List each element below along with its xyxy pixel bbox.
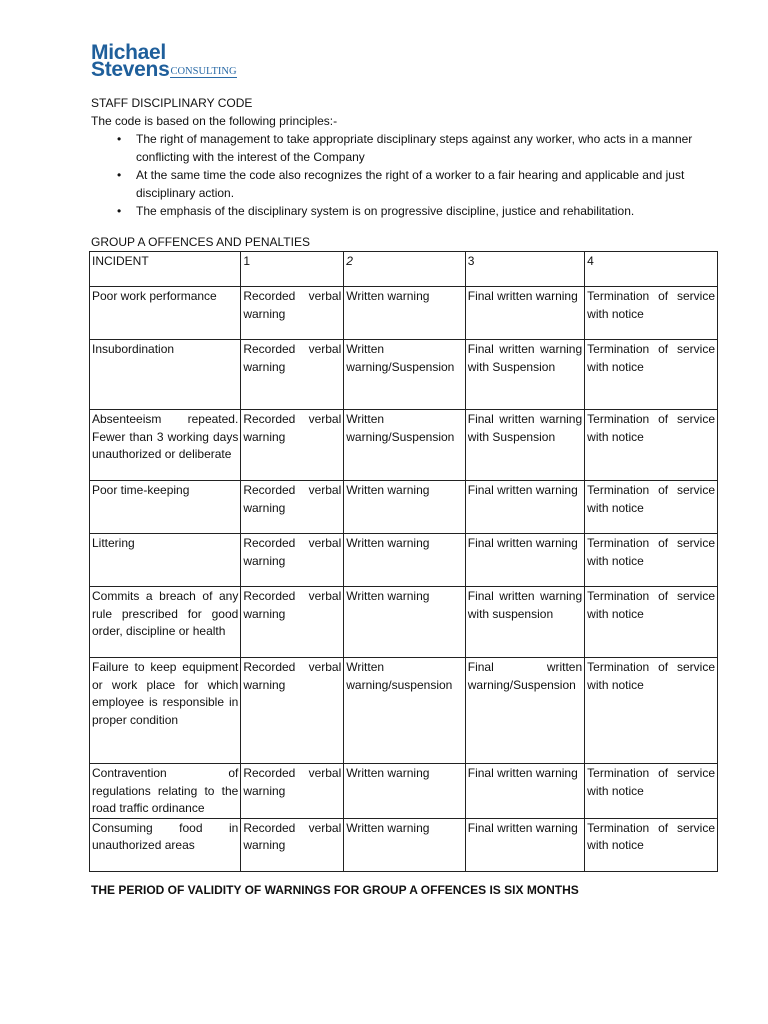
table-cell: Absenteeism repeated. Fewer than 3 working days unauthorized or deliberate: [90, 410, 241, 481]
logo-line-michael: Michael: [91, 41, 166, 64]
group-heading: GROUP A OFFENCES AND PENALTIES: [91, 235, 310, 249]
logo-line-stevens: Stevens: [91, 58, 170, 81]
table-cell: Termination of service with notice: [585, 340, 718, 410]
table-cell: Written warning: [344, 287, 465, 340]
table-cell: Insubordination: [90, 340, 241, 410]
table-cell: Recorded verbal warning: [241, 587, 344, 658]
principle-item: [91, 130, 716, 166]
table-row: [90, 534, 718, 587]
table-cell: Contravention of regulations relating to the road traffic ordinance: [90, 764, 241, 819]
header-cell: 2: [344, 252, 465, 287]
company-logo: [91, 41, 237, 81]
table-cell: Recorded verbal warning: [241, 818, 344, 871]
principle-item: [91, 166, 716, 202]
table-cell: Written warning/suspension: [344, 658, 465, 764]
bullet-icon: •: [117, 132, 122, 146]
document-title: STAFF DISCIPLINARY CODE: [91, 96, 253, 110]
bullet-icon: •: [117, 168, 122, 182]
table-cell: Consuming food in unauthorized areas: [90, 818, 241, 871]
table-cell: Termination of service with notice: [585, 764, 718, 819]
table-cell: Recorded verbal warning: [241, 340, 344, 410]
header-cell: INCIDENT: [90, 252, 241, 287]
table-cell: Written warning/Suspension: [344, 340, 465, 410]
table-header-row: [90, 252, 718, 287]
table-row: [90, 587, 718, 658]
table-cell: Final written warning: [465, 764, 584, 819]
table-cell: Poor work performance: [90, 287, 241, 340]
table-row: [90, 340, 718, 410]
table-cell: Termination of service with notice: [585, 658, 718, 764]
table-cell: Commits a breach of any rule prescribed for good order, discipline or health: [90, 587, 241, 658]
table-cell: Final written warning with Suspension: [465, 340, 584, 410]
table-cell: Final written warning with suspension: [465, 587, 584, 658]
principle-text: The right of management to take appropriate disciplinary steps against any worker, who acts in a manner conflicting with the interest of the Company: [136, 132, 693, 164]
validity-note: THE PERIOD OF VALIDITY OF WARNINGS FOR GROUP A OFFENCES IS SIX MONTHS: [91, 883, 579, 897]
table-cell: Final written warning/Suspension: [465, 658, 584, 764]
table-cell: Recorded verbal warning: [241, 658, 344, 764]
principle-text: At the same time the code also recognizes the right of a worker to a fair hearing and applicable and just disciplinary action.: [136, 168, 685, 200]
table-cell: Final written warning with Suspension: [465, 410, 584, 481]
table-cell: Written warning: [344, 764, 465, 819]
table-cell: Recorded verbal warning: [241, 764, 344, 819]
table-cell: Final written warning: [465, 818, 584, 871]
table-cell: Termination of service with notice: [585, 818, 718, 871]
table-cell: Termination of service with notice: [585, 534, 718, 587]
intro-text: The code is based on the following principles:-: [91, 114, 338, 128]
header-cell: 4: [585, 252, 718, 287]
table-cell: Recorded verbal warning: [241, 410, 344, 481]
table-row: [90, 287, 718, 340]
principle-item: [91, 202, 716, 220]
table-cell: Recorded verbal warning: [241, 534, 344, 587]
table-cell: Termination of service with notice: [585, 410, 718, 481]
principle-text: The emphasis of the disciplinary system is on progressive discipline, justice and rehabilitation.: [136, 204, 635, 218]
principles-list: [91, 130, 731, 220]
table-row: [90, 764, 718, 819]
table-cell: Final written warning: [465, 534, 584, 587]
table-row: [90, 658, 718, 764]
table-cell: Failure to keep equipment or work place for which employee is responsible in proper condition: [90, 658, 241, 764]
table-cell: Final written warning: [465, 481, 584, 534]
table-cell: Written warning/Suspension: [344, 410, 465, 481]
document-body: [91, 94, 731, 220]
table-cell: Written warning: [344, 587, 465, 658]
table-cell: Written warning: [344, 534, 465, 587]
table-row: [90, 410, 718, 481]
table-cell: Poor time-keeping: [90, 481, 241, 534]
table-cell: Recorded verbal warning: [241, 481, 344, 534]
table-row: [90, 481, 718, 534]
table-cell: Termination of service with notice: [585, 481, 718, 534]
offences-table: [89, 251, 718, 872]
header-cell: 1: [241, 252, 344, 287]
bullet-icon: •: [117, 204, 122, 218]
table-cell: Written warning: [344, 481, 465, 534]
table-cell: Final written warning: [465, 287, 584, 340]
table-cell: Written warning: [344, 818, 465, 871]
table-cell: Recorded verbal warning: [241, 287, 344, 340]
table-row: [90, 818, 718, 871]
logo-consulting: CONSULTING: [170, 66, 237, 77]
table-cell: Termination of service with notice: [585, 287, 718, 340]
table-cell: Littering: [90, 534, 241, 587]
table-cell: Termination of service with notice: [585, 587, 718, 658]
header-cell: 3: [465, 252, 584, 287]
